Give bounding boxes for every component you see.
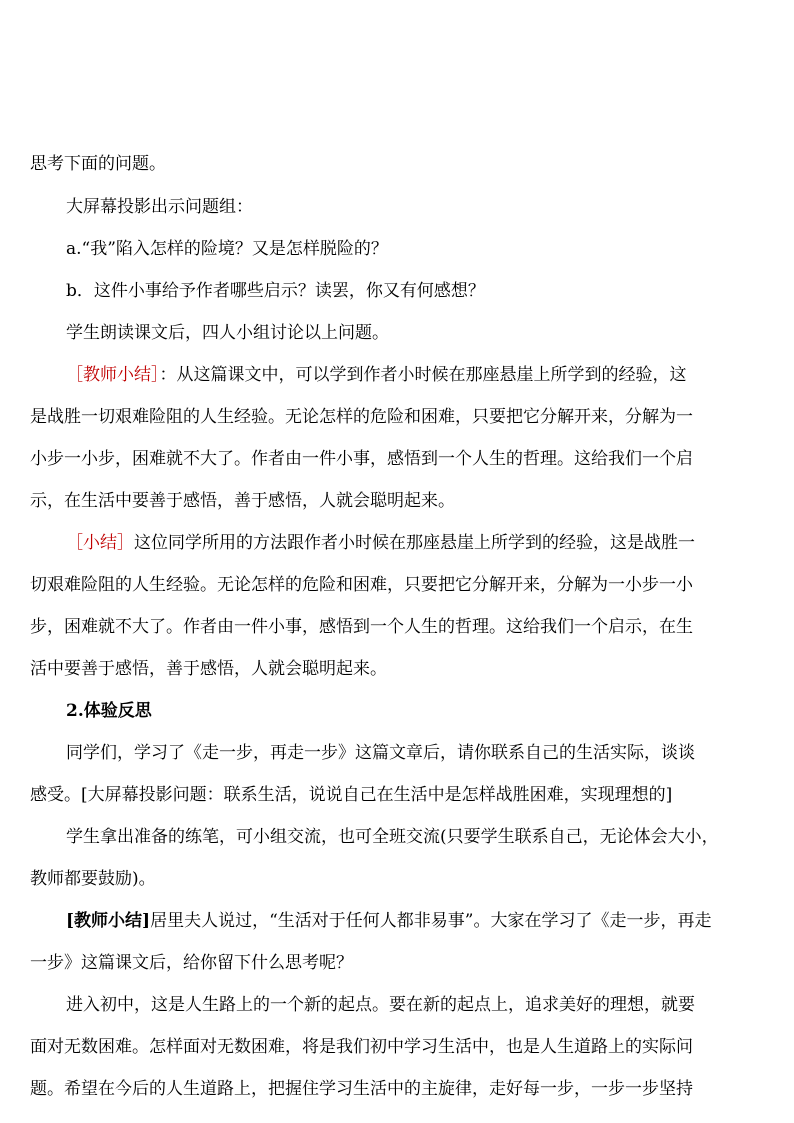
summary-label: ［小结］ [66,533,134,553]
text-line: 切艰难险阻的人生经验。无论怎样的危险和困难，只要把它分解开来，分解为一小步一小 [30,575,693,595]
teacher-summary-text: ：从这篇课文中，可以学到作者小时候在那座悬崖上所学到的经验，这 [159,365,687,385]
text-line: 进入初中，这是人生路上的一个新的起点。要在新的起点上，追求美好的理想，就要 [66,995,695,1015]
text-line: 是战胜一切艰难险阻的人生经验。无论怎样的危险和困难，只要把它分解开来，分解为一 [30,407,693,427]
question-a: a.“我”陷入怎样的险境？又是怎样脱险的？ [66,239,388,259]
text-line: 大屏幕投影出示问题组： [66,197,253,217]
text-line: 教师都要鼓励)。 [30,869,156,889]
text-line: 步，困难就不大了。作者由一件小事，感悟到一个人生的哲理。这给我们一个启示，在生 [30,617,693,637]
text-line: 活中要善于感悟，善于感悟，人就会聪明起来。 [30,659,387,679]
question-b: b．这件小事给予作者哪些启示？读罢，你又有何感想？ [66,281,485,301]
teacher-summary-line [66,364,687,386]
text-line: 一步》这篇课文后，给你留下什么思考呢？ [30,953,353,973]
teacher-summary-text-2: 居里夫人说过，“生活对于任何人都非易事”。大家在学习了《走一步，再走 [150,911,712,931]
summary-text: 这位同学所用的方法跟作者小时候在那座悬崖上所学到的经验，这是战胜一 [134,533,695,553]
text-line: 学生朗读课文后，四人小组讨论以上问题。 [66,323,389,343]
section-heading: 2.体验反思 [66,701,152,721]
teacher-summary-line-2 [66,910,711,932]
text-line: 思考下面的问题。 [30,154,166,174]
text-line: 学生拿出准备的练笔，可小组交流，也可全班交流(只要学生联系自己，无论体会大小， [66,827,719,847]
text-line: 面对无数困难。怎样面对无数困难，将是我们初中学习生活中，也是人生道路上的实际问 [30,1037,693,1057]
teacher-summary-label: ［教师小结］ [66,365,160,385]
text-line: 小步一小步，困难就不大了。作者由一件小事，感悟到一个人生的哲理。这给我们一个启 [30,449,693,469]
summary-line [66,532,695,554]
text-line: 同学们，学习了《走一步，再走一步》这篇文章后，请你联系自己的生活实际，谈谈 [66,743,695,763]
text-line: 题。希望在今后的人生道路上，把握住学习生活中的主旋律，走好每一步，一步一步坚持 [30,1079,693,1099]
teacher-summary-label-2: [教师小结] [66,911,151,931]
text-line: 示，在生活中要善于感悟，善于感悟，人就会聪明起来。 [30,491,455,511]
text-line: 感受。[大屏幕投影问题：联系生活，说说自己在生活中是怎样战胜困难，实现理想的] [30,785,673,805]
